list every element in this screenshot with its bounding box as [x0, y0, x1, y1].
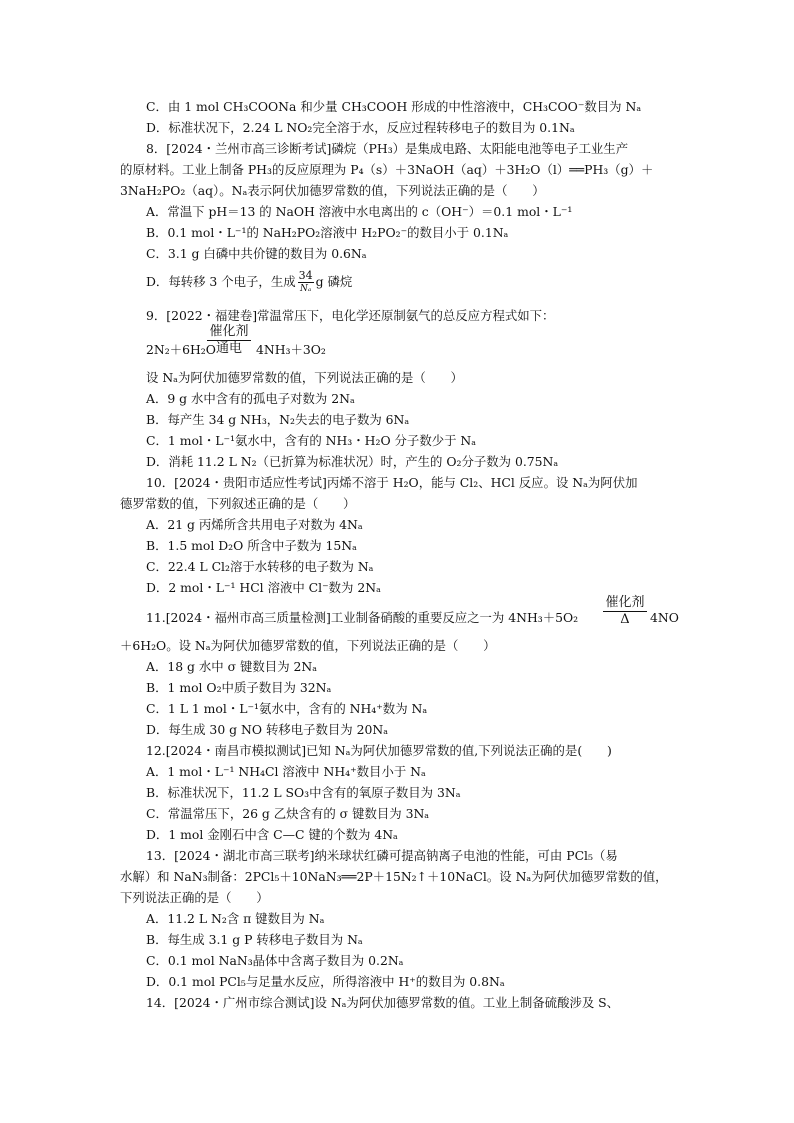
q8-option-a: A．常温下 pH＝13 的 NaOH 溶液中水电离出的 c（OH⁻）＝0.1 mol・L⁻¹: [146, 204, 573, 219]
q10-option-a: A．21 g 丙烯所含共用电子对数为 4Nₐ: [146, 517, 363, 532]
q9-equation-right: 4NH₃＋3O₂: [256, 342, 326, 357]
q13-stem-line3: 下列说法正确的是（ ）: [120, 890, 269, 905]
fraction-numerator: 34: [298, 269, 313, 282]
q11-option-a: A．18 g 水中 σ 键数目为 2Nₐ: [146, 659, 318, 674]
q9-option-d: D．消耗 11.2 L N₂（已折算为标准状况）时，产生的 O₂分子数为 0.75Nₐ: [146, 454, 559, 469]
q8-option-b: B．0.1 mol・L⁻¹的 NaH₂PO₂溶液中 H₂PO₂⁻的数目小于 0.1Nₐ: [146, 225, 509, 240]
q9-question: 设 Nₐ为阿伏加德罗常数的值，下列说法正确的是（ ）: [146, 370, 463, 385]
arrow-condition-top: 催化剂: [209, 324, 249, 339]
q8-option-d: [146, 270, 706, 295]
q13-option-d: D．0.1 mol PCl₅与足量水反应，所得溶液中 H⁺的数目为 0.8Nₐ: [146, 974, 505, 989]
arrow-condition-top: 催化剂: [605, 595, 645, 610]
q9-option-a: A．9 g 水中含有的孤电子对数为 2Nₐ: [146, 391, 355, 406]
q12-stem: 12.[2024・南昌市模拟测试]已知 Nₐ为阿伏加德罗常数的值,下列说法正确的是( ): [146, 743, 612, 758]
q11-stem-line1: 11.[2024・福州市高三质量检测]工业制备硝酸的重要反应之一为 4NH₃＋5O₂: [146, 610, 579, 625]
q8-stem-line1: 8．[2024・兰州市高三诊断考试]磷烷（PH₃）是集成电路、太阳能电池等电子工业生产: [146, 141, 629, 156]
q13-stem-line1: 13．[2024・湖北市高三联考]纳米球状红磷可提高钠离子电池的性能，可由 PCl₅（易: [146, 848, 618, 863]
q13-option-b: B．每生成 3.1 g P 转移电子数目为 Nₐ: [146, 932, 363, 947]
q9-stem: 9．[2022・福建卷]常温常压下，电化学还原制氨气的总反应方程式如下：: [146, 308, 555, 323]
q9-option-b: B．每产生 34 g NH₃，N₂失去的电子数为 6Nₐ: [146, 412, 410, 427]
arrow-condition-bottom: 通电: [215, 341, 242, 356]
fraction-34-over-na: [298, 270, 314, 295]
q8-option-d-text: D．每转移 3 个电子，生成: [146, 274, 296, 289]
q12-option-a: A．1 mol・L⁻¹ NH₄Cl 溶液中 NH₄⁺数目小于 Nₐ: [146, 764, 426, 779]
q12-option-d: D．1 mol 金刚石中含 C—C 键的个数为 4Nₐ: [146, 827, 398, 842]
q11-option-c: C．1 L 1 mol・L⁻¹氨水中，含有的 NH₄⁺数为 Nₐ: [146, 701, 428, 716]
q10-option-c: C．22.4 L Cl₂溶于水转移的电子数为 Nₐ: [146, 559, 374, 574]
q10-option-b: B．1.5 mol D₂O 所含中子数为 15Nₐ: [146, 538, 357, 553]
q13-stem-line2: 水解）和 NaN₃制备：2PCl₅＋10NaN₃══2P＋15N₂↑＋10NaCl。设 Nₐ为阿伏加德罗常数的值，: [120, 869, 668, 884]
q14-stem-line1: 14．[2024・广州市综合测试]设 Nₐ为阿伏加德罗常数的值。工业上制备硫酸涉及 S、: [146, 995, 620, 1010]
q11-stem-line2: ＋6H₂O。设 Nₐ为阿伏加德罗常数的值，下列说法正确的是（ ）: [120, 638, 496, 653]
q12-option-b: B．标准状况下，11.2 L SO₃中含有的氧原子数目为 3Nₐ: [146, 785, 461, 800]
arrow-condition-bottom: Δ: [620, 612, 630, 627]
q11-option-b: B．1 mol O₂中质子数目为 32Nₐ: [146, 680, 332, 695]
q11-stem-product: 4NO: [650, 610, 679, 625]
q8-stem-line2: 的原材料。工业上制备 PH₃的反应原理为 P₄（s）＋3NaOH（aq）＋3H₂O（l）══PH₃（g）＋: [120, 162, 654, 177]
q11-option-d: D．每生成 30 g NO 转移电子数目为 20Nₐ: [146, 722, 389, 737]
q8-option-c: C．3.1 g 白磷中共价键的数目为 0.6Nₐ: [146, 246, 367, 261]
q13-option-c: C．0.1 mol NaN₃晶体中含离子数目为 0.2Nₐ: [146, 953, 404, 968]
q8-option-d-tail: g 磷烷: [315, 274, 353, 289]
q12-option-c: C．常温常压下，26 g 乙炔含有的 σ 键数目为 3Nₐ: [146, 806, 430, 821]
q11-reaction-arrow: [603, 596, 647, 627]
q8-stem-line3: 3NaH₂PO₂（aq）。Nₐ表示阿伏加德罗常数的值，下列说法正确的是（ ）: [120, 183, 545, 198]
q13-option-a: A．11.2 L N₂含 π 键数目为 Nₐ: [146, 911, 325, 926]
q9-reaction-arrow: [207, 325, 251, 356]
q9-equation-left: 2N₂＋6H₂O: [146, 342, 216, 357]
fraction-denominator: Nₐ: [299, 284, 312, 294]
q10-stem-line2: 德罗常数的值，下列叙述正确的是（ ）: [120, 496, 356, 511]
q9-option-c: C．1 mol・L⁻¹氨水中，含有的 NH₃・H₂O 分子数少于 Nₐ: [146, 433, 477, 448]
q10-stem-line1: 10．[2024・贵阳市适应性考试]丙烯不溶于 H₂O，能与 Cl₂、HCl 反应。设 Nₐ为阿伏加: [146, 475, 638, 490]
q7-option-d: D．标准状况下，2.24 L NO₂完全溶于水，反应过程转移电子的数目为 0.1Nₐ: [146, 120, 575, 135]
q7-option-c: C．由 1 mol CH₃COONa 和少量 CH₃COOH 形成的中性溶液中，CH₃COO⁻数目为 Nₐ: [146, 99, 642, 114]
q10-option-d: D．2 mol・L⁻¹ HCl 溶液中 Cl⁻数为 2Nₐ: [146, 580, 381, 595]
